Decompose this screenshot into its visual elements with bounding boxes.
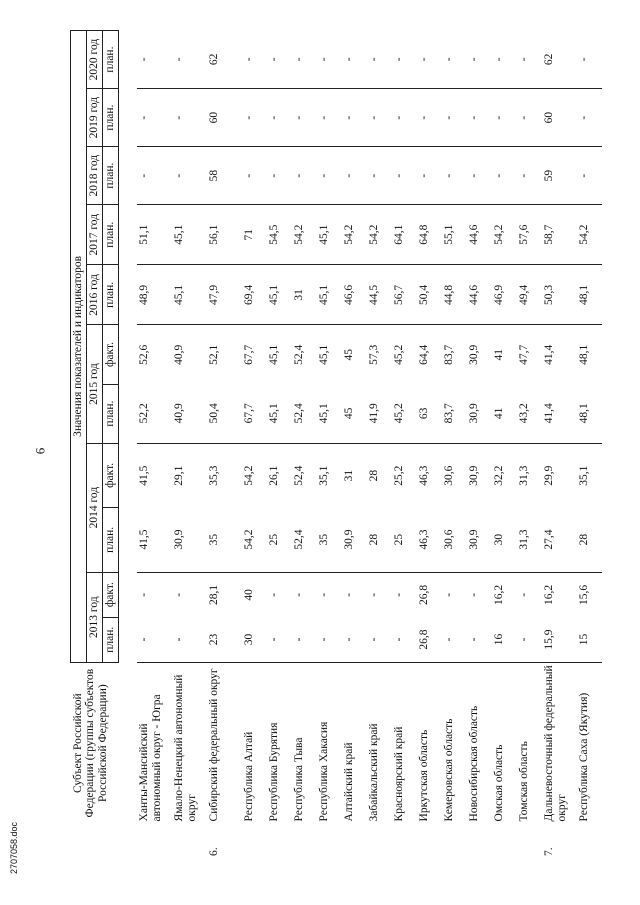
value-cell: 35 (317, 508, 342, 572)
value-cell: - (467, 147, 492, 205)
value-cell: 60 (542, 89, 577, 147)
value-cell: 25 (392, 508, 417, 572)
value-cell: 29,1 (172, 465, 185, 486)
value-cell: 64,8 (417, 205, 442, 265)
value-cell: - (577, 147, 602, 205)
value-cell: 35,1 (317, 465, 330, 486)
row-number (172, 823, 207, 860)
value-cell: 57,3 (367, 344, 380, 365)
value-cell: 45,1 (317, 205, 342, 265)
row-number (392, 823, 417, 860)
value-cell: 58 (207, 147, 242, 205)
value-cell: 41,5 (137, 508, 172, 572)
plan-subheader: план. (102, 617, 118, 662)
table-row (137, 31, 172, 861)
table-row (342, 31, 367, 861)
subject-name: Кемеровская область (442, 718, 455, 822)
rotated-table-container (70, 30, 610, 860)
year-header-2014: 2014 год (86, 443, 102, 572)
value-cell: 23 (207, 617, 242, 662)
value-cell: 48,9 (137, 265, 172, 325)
value-cell: 67,7 (242, 384, 267, 443)
value-cell: 40,9 (172, 384, 207, 443)
value-cell: - (517, 31, 542, 89)
value-cell: 46,3 (417, 508, 442, 572)
value-cell: 52,4 (292, 384, 317, 443)
plan-subheader: план. (102, 31, 118, 89)
value-cell: 83,7 (442, 344, 455, 365)
value-cell: 27,4 (542, 508, 577, 572)
value-cell: 60 (207, 89, 242, 147)
value-cell: 15 (577, 617, 602, 662)
value-cell: 46,9 (492, 265, 517, 325)
row-number (492, 823, 517, 860)
plan-subheader: план. (102, 508, 118, 572)
value-cell: 43,2 (517, 384, 542, 443)
value-cell: 41,4 (542, 384, 577, 443)
value-cell: - (517, 617, 542, 662)
value-cell: 25 (267, 508, 292, 572)
value-cell: - (492, 31, 517, 89)
value-cell: - (367, 592, 380, 597)
subject-name: Республика Хакасия (317, 721, 330, 822)
table-row (492, 31, 517, 861)
table-row (417, 31, 442, 861)
value-cell: 56,7 (392, 265, 417, 325)
value-cell: 71 (242, 205, 267, 265)
row-number (292, 823, 317, 860)
row-number (467, 823, 492, 860)
value-cell: 15,9 (542, 617, 577, 662)
value-cell: 16 (492, 617, 517, 662)
value-cell: 28 (367, 508, 392, 572)
value-cell: 30,9 (467, 384, 492, 443)
value-cell: 41,9 (367, 384, 392, 443)
value-cell: 28 (367, 469, 380, 482)
value-cell: 50,4 (207, 384, 242, 443)
value-cell: 47,9 (207, 265, 242, 325)
value-cell: - (442, 89, 467, 147)
table-row (392, 31, 417, 861)
value-cell: 31 (292, 265, 317, 325)
value-cell: - (137, 31, 172, 89)
value-cell: - (342, 592, 355, 597)
value-cell: 41 (492, 384, 517, 443)
value-cell: - (467, 31, 492, 89)
value-cell: 48,1 (577, 344, 590, 365)
row-number (267, 823, 292, 860)
fact-subheader: факт. (102, 325, 118, 384)
value-cell: 45,1 (267, 384, 292, 443)
value-cell: 30,6 (442, 508, 467, 572)
value-cell: 52,2 (137, 384, 172, 443)
row-number (367, 823, 392, 860)
value-cell: - (417, 89, 442, 147)
value-cell: 44,5 (367, 265, 392, 325)
value-cell: 64,1 (392, 205, 417, 265)
value-cell: - (367, 89, 392, 147)
subject-name: Красноярский край (392, 726, 405, 822)
value-cell: 31,3 (517, 508, 542, 572)
row-number (442, 823, 467, 860)
value-cell: - (137, 617, 172, 662)
value-cell: 30,9 (342, 508, 367, 572)
value-cell: 45 (342, 349, 355, 361)
value-cell: 35,1 (577, 465, 590, 486)
value-cell: - (392, 617, 417, 662)
year-header-2019: 2019 год (86, 89, 102, 147)
value-cell: - (317, 617, 342, 662)
value-cell: 54,2 (492, 205, 517, 265)
value-cell: - (492, 89, 517, 147)
value-cell: 54,2 (367, 205, 392, 265)
value-cell: - (267, 31, 292, 89)
table-body (118, 31, 602, 861)
subject-name: Алтайский край (342, 742, 355, 822)
table-row (242, 31, 267, 861)
row-number (517, 823, 542, 860)
plan-subheader: план. (102, 265, 118, 325)
value-cell: 54,2 (242, 465, 255, 486)
table-row (542, 31, 577, 861)
value-cell: 45,1 (267, 344, 280, 365)
value-cell: 69,4 (242, 265, 267, 325)
value-cell: - (242, 89, 267, 147)
document-code: 2707058.doc (9, 821, 20, 875)
value-cell: - (417, 147, 442, 205)
value-cell: 40 (242, 589, 255, 601)
table-row (367, 31, 392, 861)
value-cell: 16,2 (542, 584, 555, 605)
value-cell: - (292, 592, 305, 597)
value-cell: 30,9 (467, 508, 492, 572)
value-cell: - (342, 617, 367, 662)
value-cell: 54,2 (577, 205, 602, 265)
value-cell: - (442, 147, 467, 205)
value-cell: 45,1 (172, 265, 207, 325)
value-cell: 26,8 (417, 584, 430, 605)
value-cell: 46,3 (417, 465, 430, 486)
plan-subheader: план. (102, 205, 118, 265)
subject-header: Субъект Российской Федерации (группы субъектов Российской Федерации) (71, 668, 110, 818)
subject-name: Новосибирская область (467, 705, 480, 822)
value-cell: - (137, 592, 150, 597)
subject-name: Дальневосточный федеральный округ (542, 665, 568, 822)
value-cell: 28 (577, 508, 602, 572)
value-cell: - (467, 617, 492, 662)
value-cell: - (342, 147, 367, 205)
value-cell: - (317, 592, 330, 597)
value-cell: - (417, 31, 442, 89)
value-cell: 30,9 (467, 344, 480, 365)
value-cell: 59 (542, 147, 577, 205)
year-header-2013: 2013 год (86, 572, 102, 662)
year-header-2020: 2020 год (86, 31, 102, 89)
value-cell: 52,4 (292, 508, 317, 572)
value-cell: - (317, 31, 342, 89)
value-cell: - (442, 592, 455, 597)
value-cell: 54,2 (292, 205, 317, 265)
value-cell: 54,2 (242, 508, 267, 572)
value-cell: - (317, 147, 342, 205)
subject-name: Омская область (492, 744, 505, 822)
value-cell: - (392, 592, 405, 597)
year-header-2018: 2018 год (86, 147, 102, 205)
plan-subheader: план. (102, 147, 118, 205)
value-cell: - (467, 89, 492, 147)
value-cell: 26,8 (417, 617, 442, 662)
value-cell: - (517, 592, 530, 597)
value-cell: - (267, 592, 280, 597)
value-cell: 41,5 (137, 465, 150, 486)
row-number (137, 823, 172, 860)
year-header-2015: 2015 год (86, 325, 102, 443)
year-header-2017: 2017 год (86, 205, 102, 265)
value-cell: - (172, 31, 207, 89)
value-cell: 16,2 (492, 584, 505, 605)
value-cell: - (172, 617, 207, 662)
year-header-2016: 2016 год (86, 265, 102, 325)
subject-name: Забайкальский край (367, 723, 380, 822)
table-row (292, 31, 317, 861)
value-cell: - (342, 89, 367, 147)
value-cell: - (342, 31, 367, 89)
value-cell: 30,9 (467, 465, 480, 486)
row-number (342, 823, 367, 860)
value-cell: 45,1 (172, 205, 207, 265)
value-cell: 40,9 (172, 344, 185, 365)
value-cell: 44,8 (442, 265, 467, 325)
subject-name: Республика Саха (Якутия) (577, 692, 590, 822)
value-cell: 45 (342, 384, 367, 443)
value-cell: - (137, 147, 172, 205)
value-cell: 51,1 (137, 205, 172, 265)
value-cell: 41,4 (542, 344, 555, 365)
value-cell: - (467, 592, 480, 597)
value-cell: 45,1 (317, 344, 330, 365)
value-cell: - (292, 147, 317, 205)
plan-subheader: план. (102, 384, 118, 443)
values-header: Значения показателей и индикаторов (71, 31, 87, 663)
value-cell: 62 (207, 31, 242, 89)
value-cell: - (267, 147, 292, 205)
value-cell: - (367, 147, 392, 205)
value-cell: 58,7 (542, 205, 577, 265)
value-cell: 44,6 (467, 205, 492, 265)
value-cell: - (137, 89, 172, 147)
value-cell: 52,6 (137, 344, 150, 365)
value-cell: 45,2 (392, 384, 417, 443)
value-cell: 44,6 (467, 265, 492, 325)
value-cell: 62 (542, 31, 577, 89)
value-cell: - (292, 31, 317, 89)
value-cell: 57,6 (517, 205, 542, 265)
value-cell: - (172, 147, 207, 205)
value-cell: 30 (492, 508, 517, 572)
value-cell: - (517, 147, 542, 205)
value-cell: 15,6 (577, 584, 590, 605)
value-cell: 31,3 (517, 465, 530, 486)
row-number (242, 823, 267, 860)
value-cell: - (172, 592, 185, 597)
table-row (267, 31, 292, 861)
table-row (577, 31, 602, 861)
value-cell: 32,2 (492, 465, 505, 486)
fact-subheader: факт. (102, 572, 118, 617)
number-header (71, 823, 119, 860)
indicators-table (70, 30, 602, 860)
value-cell: 45,1 (317, 265, 342, 325)
value-cell: 54,2 (342, 205, 367, 265)
value-cell: 63 (417, 384, 442, 443)
value-cell: 29,9 (542, 465, 555, 486)
value-cell: - (392, 89, 417, 147)
value-cell: 50,4 (417, 265, 442, 325)
value-cell: - (392, 147, 417, 205)
subject-name: Сибирский федеральный округ (207, 668, 220, 822)
value-cell: 30 (242, 617, 267, 662)
plan-subheader: план. (102, 89, 118, 147)
value-cell: 54,5 (267, 205, 292, 265)
subject-name: Ханты-Мансийский автономный округ - Югра (137, 694, 163, 822)
value-cell: 64,4 (417, 344, 430, 365)
value-cell: 41 (492, 349, 505, 361)
table-row (442, 31, 467, 861)
value-cell: 28,1 (207, 584, 220, 605)
value-cell: 26,1 (267, 465, 280, 486)
value-cell: 30,9 (172, 508, 207, 572)
subject-name: Республика Тыва (292, 737, 305, 822)
value-cell: 30,6 (442, 465, 455, 486)
value-cell: - (367, 617, 392, 662)
row-number (317, 823, 342, 860)
value-cell: - (442, 617, 467, 662)
value-cell: - (292, 89, 317, 147)
value-cell: 31 (342, 469, 355, 482)
value-cell: - (267, 89, 292, 147)
value-cell: 52,4 (292, 344, 305, 365)
subject-name: Ямало-Ненецкий автономный округ (172, 674, 198, 822)
value-cell: - (292, 617, 317, 662)
value-cell: 56,1 (207, 205, 242, 265)
value-cell: 48,1 (577, 265, 602, 325)
value-cell: - (392, 31, 417, 89)
table-row (467, 31, 492, 861)
value-cell: 45,1 (267, 265, 292, 325)
value-cell: 35,3 (207, 465, 220, 486)
value-cell: - (577, 89, 602, 147)
subject-name: Томская область (517, 741, 530, 822)
value-cell: - (317, 89, 342, 147)
value-cell: 52,1 (207, 344, 220, 365)
table-row (317, 31, 342, 861)
table-row (517, 31, 542, 861)
value-cell: - (242, 147, 267, 205)
row-number (417, 823, 442, 860)
row-number: 7. (542, 847, 555, 856)
value-cell: - (242, 31, 267, 89)
value-cell: 48,1 (577, 384, 602, 443)
subject-name: Республика Алтай (242, 731, 255, 822)
value-cell: - (492, 147, 517, 205)
value-cell: - (442, 31, 467, 89)
value-cell: 49,4 (517, 265, 542, 325)
table-row (172, 31, 207, 861)
value-cell: 46,6 (342, 265, 367, 325)
value-cell: 35 (207, 508, 242, 572)
value-cell: - (172, 89, 207, 147)
row-number (577, 823, 602, 860)
value-cell: - (577, 31, 602, 89)
fact-subheader: факт. (102, 443, 118, 507)
row-number: 6. (207, 847, 220, 856)
subject-name: Иркутская область (417, 729, 430, 822)
value-cell: 45,1 (317, 384, 342, 443)
value-cell: - (267, 617, 292, 662)
value-cell: 55,1 (442, 205, 467, 265)
value-cell: - (367, 31, 392, 89)
value-cell: 25,2 (392, 465, 405, 486)
value-cell: 47,7 (517, 344, 530, 365)
table-row (207, 31, 242, 861)
value-cell: - (517, 89, 542, 147)
page-number: 6 (32, 447, 48, 455)
value-cell: 67,7 (242, 344, 255, 365)
value-cell: 52,4 (292, 465, 305, 486)
value-cell: 83,7 (442, 384, 467, 443)
value-cell: 50,3 (542, 265, 577, 325)
subject-name: Республика Бурятия (267, 722, 280, 822)
value-cell: 45,2 (392, 344, 405, 365)
